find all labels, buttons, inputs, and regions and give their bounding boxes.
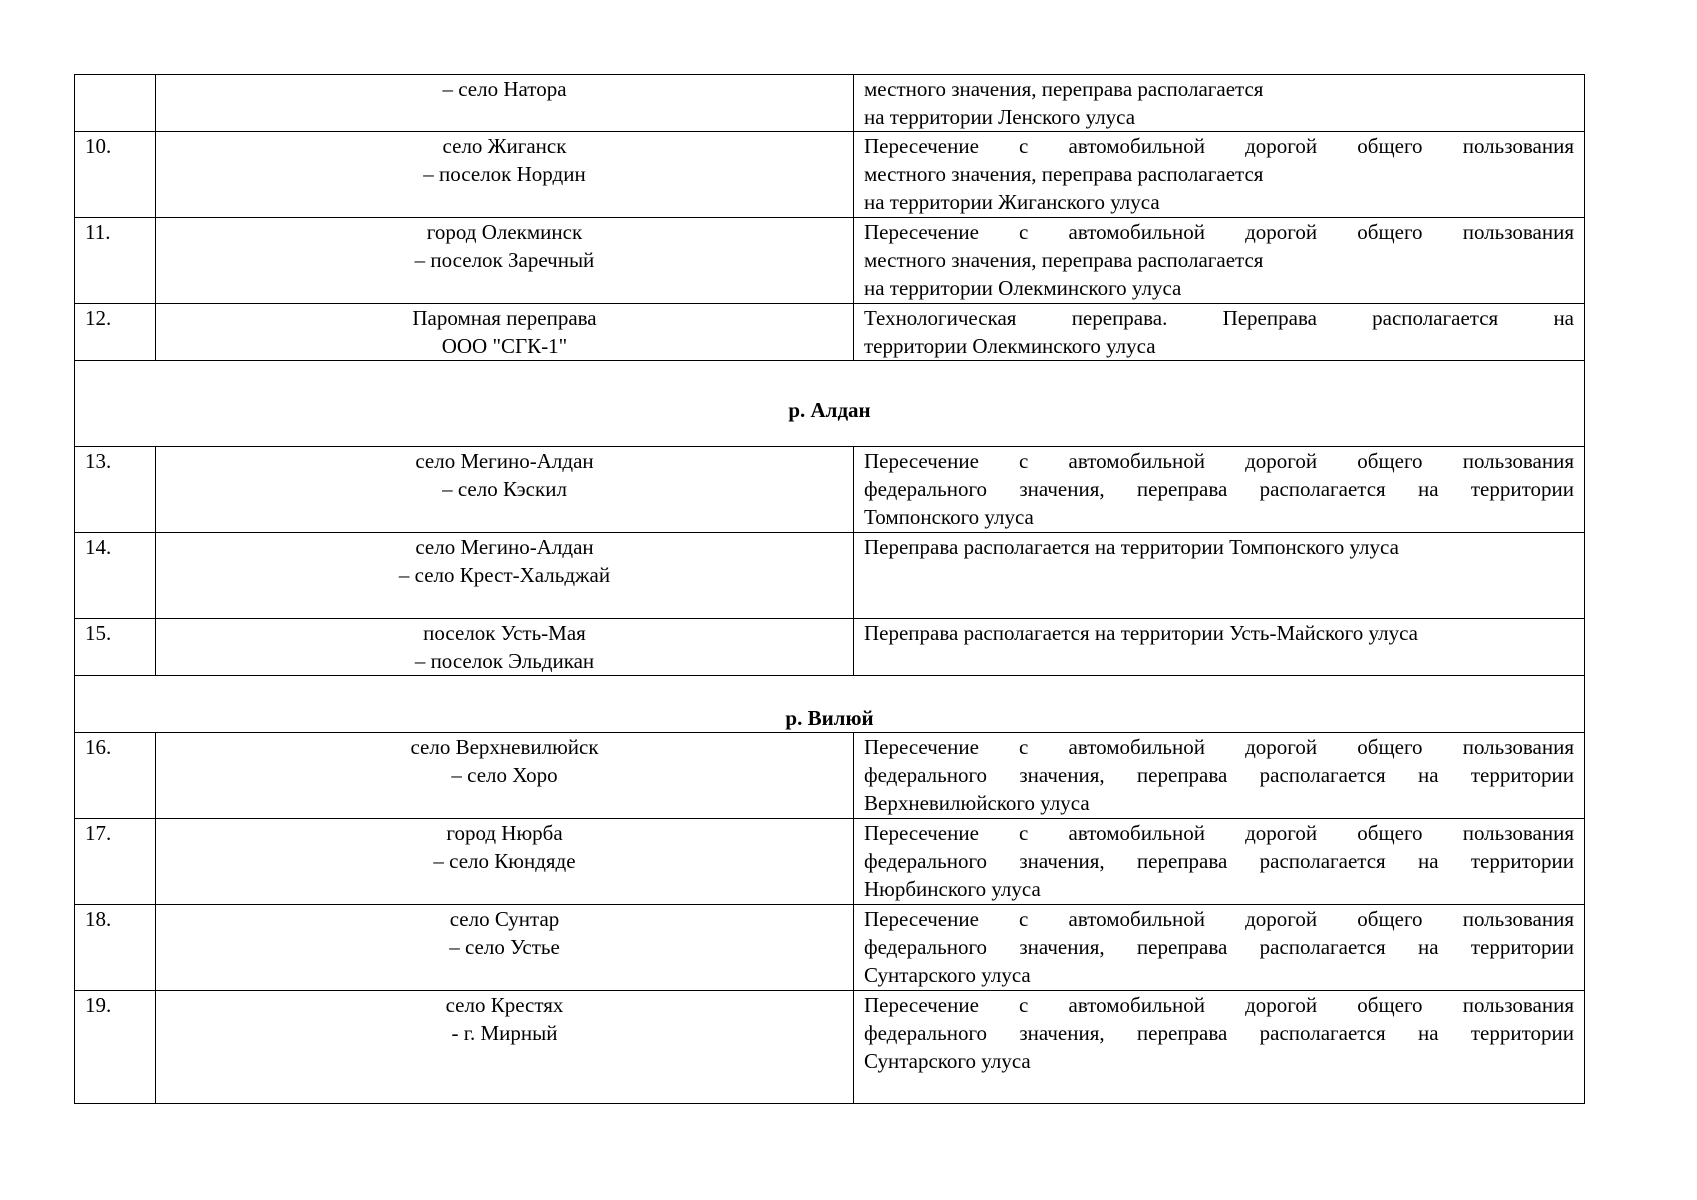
route-line: - г. Мирный bbox=[451, 1021, 558, 1045]
description-line: на территории Ленского улуса bbox=[864, 105, 1136, 129]
description-line: федерального значения, переправа располагается на территории bbox=[864, 1021, 1574, 1045]
row-number: 11. bbox=[85, 220, 111, 244]
description-cell bbox=[854, 132, 1585, 218]
row-number: 18. bbox=[85, 907, 112, 931]
description-cell bbox=[854, 991, 1585, 1104]
route-line: город Нюрба bbox=[446, 821, 563, 845]
description-line: Пересечение с автомобильной дорогой общего пользования bbox=[864, 449, 1574, 473]
description-line: федерального значения, переправа располагается на территории bbox=[864, 935, 1574, 959]
route-cell bbox=[156, 533, 854, 619]
table-row bbox=[75, 733, 1585, 819]
river-heading-label: р. Алдан bbox=[788, 398, 871, 422]
description-line: Технологическая переправа. Переправа располагается на bbox=[864, 306, 1574, 330]
row-number: 10. bbox=[85, 134, 112, 158]
route-line: – село Кюндяде bbox=[433, 849, 576, 873]
route-line: ООО "СГК-1" bbox=[441, 334, 568, 358]
description-line: Верхневилюйского улуса bbox=[864, 791, 1090, 815]
description-line: на территории Жиганского улуса bbox=[864, 190, 1160, 214]
route-cell bbox=[156, 733, 854, 819]
table-row bbox=[75, 619, 1585, 676]
route-line: село Жиганск bbox=[442, 134, 567, 158]
description-line: Пересечение с автомобильной дорогой общего пользования bbox=[864, 735, 1574, 759]
description-line: Сунтарского улуса bbox=[864, 963, 1031, 987]
ferry-crossings-table bbox=[74, 74, 1585, 1104]
description-line: Сунтарского улуса bbox=[864, 1049, 1031, 1073]
description-line: федерального значения, переправа располагается на территории bbox=[864, 477, 1574, 501]
route-line: – село Крест-Хальджай bbox=[398, 563, 611, 587]
description-line: Переправа располагается на территории Томпонского улуса bbox=[864, 535, 1399, 559]
route-line: село Верхневилюйск bbox=[410, 735, 599, 759]
description-line: Нюрбинского улуса bbox=[864, 877, 1041, 901]
description-line: Пересечение с автомобильной дорогой общего пользования bbox=[864, 134, 1574, 158]
route-line: – поселок Заречный bbox=[414, 248, 595, 272]
route-line: село Крестях bbox=[445, 993, 564, 1017]
route-cell bbox=[156, 75, 854, 132]
description-cell bbox=[854, 733, 1585, 819]
row-number-cell bbox=[75, 75, 156, 132]
table-row bbox=[75, 819, 1585, 905]
river-section-row bbox=[75, 361, 1585, 447]
river-section-row bbox=[75, 676, 1585, 733]
row-number: 12. bbox=[85, 306, 112, 330]
route-line: село Мегино-Алдан bbox=[415, 449, 594, 473]
route-cell bbox=[156, 132, 854, 218]
route-cell bbox=[156, 304, 854, 361]
table-row bbox=[75, 991, 1585, 1104]
description-line: территории Олекминского улуса bbox=[864, 334, 1156, 358]
row-number-cell bbox=[75, 218, 156, 304]
description-line: Пересечение с автомобильной дорогой общего пользования bbox=[864, 220, 1574, 244]
table-row bbox=[75, 905, 1585, 991]
route-line: село Мегино-Алдан bbox=[415, 535, 594, 559]
description-line: Пересечение с автомобильной дорогой общего пользования bbox=[864, 993, 1574, 1017]
row-number-cell bbox=[75, 733, 156, 819]
route-cell bbox=[156, 819, 854, 905]
river-heading bbox=[75, 361, 1585, 447]
route-line: – село Устье bbox=[449, 935, 560, 959]
route-line: город Олекминск bbox=[426, 220, 583, 244]
route-line: поселок Усть-Мая bbox=[423, 621, 586, 645]
row-number-cell bbox=[75, 619, 156, 676]
row-number-cell bbox=[75, 304, 156, 361]
description-line: местного значения, переправа располагается bbox=[864, 162, 1264, 186]
route-line: Паромная переправа bbox=[412, 306, 597, 330]
description-cell bbox=[854, 304, 1585, 361]
description-line: Пересечение с автомобильной дорогой общего пользования bbox=[864, 821, 1574, 845]
description-line: федерального значения, переправа располагается на территории bbox=[864, 849, 1574, 873]
route-cell bbox=[156, 218, 854, 304]
description-line: на территории Олекминского улуса bbox=[864, 276, 1182, 300]
route-cell bbox=[156, 447, 854, 533]
route-line: – поселок Эльдикан bbox=[414, 649, 595, 673]
description-line: местного значения, переправа располагается bbox=[864, 248, 1264, 272]
description-line: Томпонского улуса bbox=[864, 505, 1034, 529]
description-cell bbox=[854, 533, 1585, 619]
route-line: – село Хоро bbox=[451, 763, 558, 787]
route-line: село Сунтар bbox=[449, 907, 560, 931]
table-row bbox=[75, 304, 1585, 361]
route-line: – село Натора bbox=[442, 77, 567, 101]
route-cell bbox=[156, 619, 854, 676]
row-number: 17. bbox=[85, 821, 112, 845]
route-line: – село Кэскил bbox=[442, 477, 567, 501]
river-heading-label: р. Вилюй bbox=[785, 706, 874, 730]
row-number-cell bbox=[75, 533, 156, 619]
table-row bbox=[75, 218, 1585, 304]
row-number: 13. bbox=[85, 449, 112, 473]
description-cell bbox=[854, 218, 1585, 304]
description-line: местного значения, переправа располагается bbox=[864, 77, 1264, 101]
description-cell bbox=[854, 905, 1585, 991]
table-row bbox=[75, 75, 1585, 132]
description-cell bbox=[854, 819, 1585, 905]
table-row bbox=[75, 533, 1585, 619]
row-number-cell bbox=[75, 819, 156, 905]
row-number-cell bbox=[75, 447, 156, 533]
row-number: 16. bbox=[85, 735, 112, 759]
description-cell bbox=[854, 619, 1585, 676]
description-line: Пересечение с автомобильной дорогой общего пользования bbox=[864, 907, 1574, 931]
description-line: Переправа располагается на территории Усть-Майского улуса bbox=[864, 621, 1418, 645]
route-cell bbox=[156, 905, 854, 991]
row-number: 14. bbox=[85, 535, 112, 559]
row-number-cell bbox=[75, 132, 156, 218]
table-row bbox=[75, 447, 1585, 533]
description-cell bbox=[854, 75, 1585, 132]
row-number: 15. bbox=[85, 621, 112, 645]
river-heading bbox=[75, 676, 1585, 733]
row-number-cell bbox=[75, 991, 156, 1104]
route-cell bbox=[156, 991, 854, 1104]
description-cell bbox=[854, 447, 1585, 533]
table-row bbox=[75, 132, 1585, 218]
table-body bbox=[75, 75, 1585, 1104]
description-line: федерального значения, переправа располагается на территории bbox=[864, 763, 1574, 787]
row-number-cell bbox=[75, 905, 156, 991]
route-line: – поселок Нордин bbox=[423, 162, 586, 186]
row-number: 19. bbox=[85, 993, 112, 1017]
